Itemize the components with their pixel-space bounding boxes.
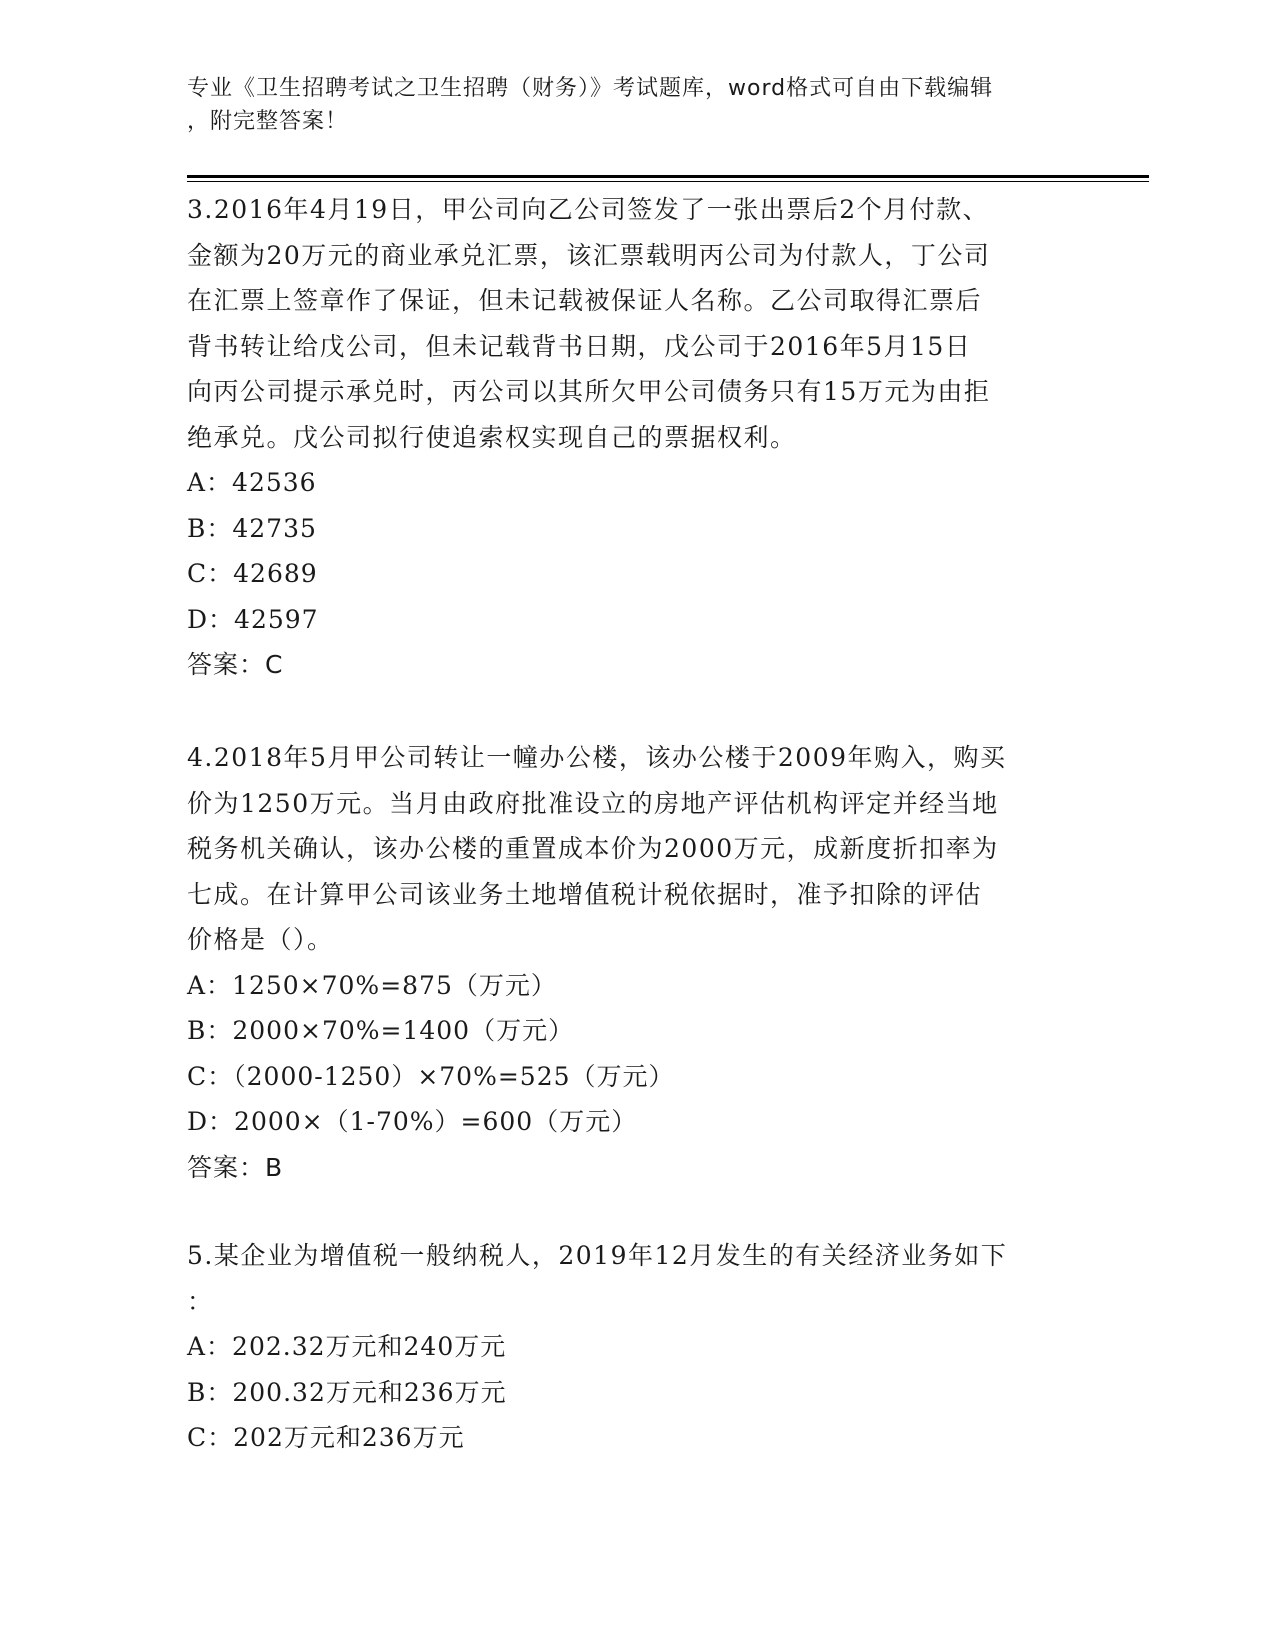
question-stem-line: 5.某企业为增值税一般纳税人，2019年12月发生的有关经济业务如下	[187, 1241, 1008, 1270]
question-stem-line: 七成。在计算甲公司该业务土地增值税计税依据时，准予扣除的评估	[187, 879, 983, 909]
option-d: D：42597	[187, 604, 319, 634]
question-stem-line: 价为1250万元。当月由政府批准设立的房地产评估机构评定并经当地	[187, 788, 999, 818]
question-stem-line: 在汇票上签章作了保证，但未记载被保证人名称。乙公司取得汇票后	[187, 286, 983, 315]
answer-label: 答案：B	[187, 1152, 284, 1182]
option-c: C：（2000-1250）×70%=525（万元）	[187, 1061, 675, 1091]
header-line-2: ，附完整答案！	[187, 109, 349, 134]
question-stem-line: 向丙公司提示承兑时，丙公司以其所欠甲公司债务只有15万元为由拒	[187, 377, 991, 406]
option-b: B：200.32万元和236万元	[187, 1377, 507, 1407]
option-c: C：202万元和236万元	[187, 1423, 465, 1452]
header-divider-thick	[187, 175, 1149, 178]
question-stem-line: 绝承兑。戊公司拟行使追索权实现自己的票据权利。	[187, 422, 797, 452]
header-divider-thin	[187, 181, 1149, 182]
option-c: C：42689	[187, 559, 318, 588]
option-a: A：1250×70%=875（万元）	[187, 970, 557, 1000]
option-d: D：2000×（1-70%）=600（万元）	[187, 1107, 638, 1136]
header-line-1: 专业《卫生招聘考试之卫生招聘（财务）》考试题库，word格式可自由下载编辑	[187, 76, 994, 101]
question-stem-line: 背书转让给戊公司，但未记载背书日期，戊公司于2016年5月15日	[187, 331, 972, 361]
option-b: B：2000×70%=1400（万元）	[187, 1016, 575, 1045]
option-a: A：42536	[187, 468, 317, 497]
question-4	[187, 735, 1087, 1190]
option-b: B：42735	[187, 513, 317, 543]
option-a: A：202.32万元和240万元	[187, 1332, 507, 1361]
document-header	[187, 72, 1077, 138]
question-stem-line: 金额为20万元的商业承兑汇票，该汇票载明丙公司为付款人，丁公司	[187, 240, 991, 270]
question-stem-line: ：	[187, 1286, 214, 1316]
answer-label: 答案：C	[187, 650, 284, 679]
question-stem-line: 3.2016年4月19日，甲公司向乙公司签发了一张出票后2个月付款、	[187, 195, 990, 224]
question-stem-line: 价格是（）。	[187, 925, 334, 954]
question-5	[187, 1233, 1087, 1461]
question-3	[187, 187, 1087, 688]
question-stem-line: 4.2018年5月甲公司转让一幢办公楼，该办公楼于2009年购入，购买	[187, 743, 1007, 772]
question-stem-line: 税务机关确认，该办公楼的重置成本价为2000万元，成新度折扣率为	[187, 834, 999, 863]
